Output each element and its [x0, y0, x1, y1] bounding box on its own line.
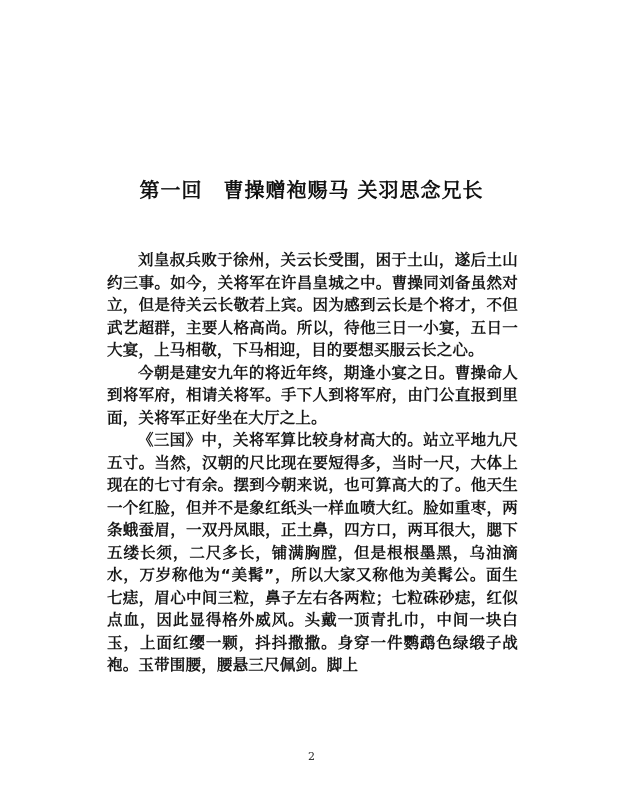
paragraph: 今朝是建安九年的将近年终，期逢小宴之日。曹操命人到将军府，相请关将军。手下人到将军府，由门公直报到里面，关将军正好坐在大厅之上。: [107, 363, 518, 427]
body-text-block: [107, 249, 518, 677]
paragraph: 《三国》中，关将军算比较身材高大的。站立平地九尺五寸。当然，汉朝的尺比现在要短得多，当时一尺，大体上现在的七寸有余。摆到今朝来说，也可算高大的了。他天生一个红脸，但并不是象红纸头一样血喷大红。脸如重枣，两条蛾蚕眉，一双丹凤眼，正土鼻，四方口，两耳很大，腮下五缕长须，二尺多长，铺满胸膛，但是根根墨黑，乌油滴水，万岁称他为“美髯”，所以大家又称他为美髯公。面生七痣，眉心中间三粒，鼻子左右各两粒；七粒硃砂痣，红似点血，因此显得格外威风。头戴一顶青扎巾，中间一块白玉，上面红缨一颗，抖抖撒撒。身穿一件鹦鹉色绿缎子战袍。玉带围腰，腰悬三尺佩剑。脚上: [107, 431, 518, 674]
page-number: 2: [308, 750, 315, 763]
paragraph: 刘皇叔兵败于徐州，关云长受围，困于土山，遂后土山约三事。如今，关将军在许昌皇城之中。曹操同刘备虽然对立，但是待关云长敬若上宾。因为感到云长是个将才，不但武艺超群，主要人格高尚。所以，待他三日一小宴，五日一大宴，上马相敬，下马相迎，目的要想买服云长之心。: [107, 251, 518, 359]
chapter-title: 第一回 曹操赠袍赐马 关羽思念兄长: [139, 178, 484, 202]
